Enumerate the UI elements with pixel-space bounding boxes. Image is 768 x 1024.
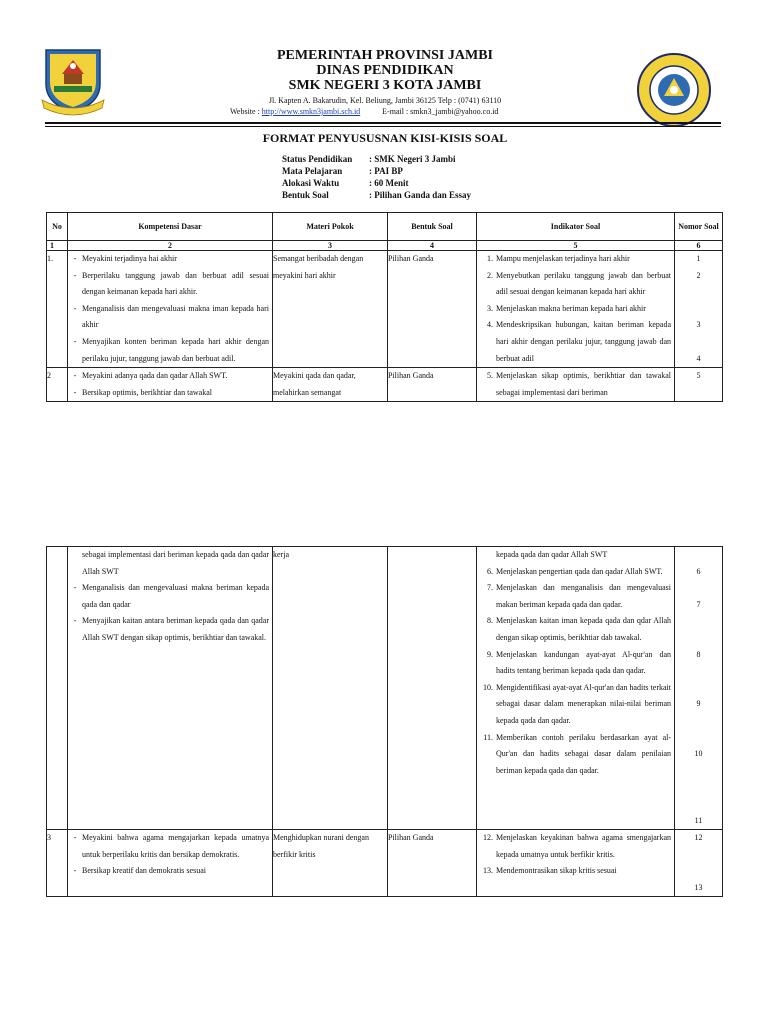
indikator-item <box>477 251 674 268</box>
table-row <box>47 368 723 402</box>
indikator-text: Menjelaskan sikap optimis, berikhtiar dan tawakal sebagai implementasi dari beriman <box>496 371 671 397</box>
email-text: E-mail : smkn3_jambi@yahoo.co.id <box>382 107 499 116</box>
kd-spacer <box>68 547 82 580</box>
nomor-soal <box>675 613 722 630</box>
row-number: 2 <box>47 368 68 402</box>
nomor-soal <box>675 630 722 647</box>
nomor-soal-cell <box>675 368 723 402</box>
website-link[interactable]: http://www.smkn3jambi.sch.id <box>261 107 361 116</box>
meta-key: Bentuk Soal <box>282 190 329 200</box>
header-no: No <box>47 213 68 241</box>
jambi-province-emblem-icon <box>40 46 106 116</box>
indikator-number: 12. <box>483 833 493 843</box>
kd-dash: - <box>73 387 77 397</box>
kd-text: sebagai implementasi dari beriman kepada qada dan qadar Allah SWT <box>82 550 269 576</box>
column-number: 6 <box>675 241 723 251</box>
kd-item <box>68 268 272 301</box>
header-rule-thick <box>45 122 721 124</box>
indikator-soal-cell <box>477 830 675 897</box>
bentuk-soal-cell: Pilihan Ganda <box>388 368 477 402</box>
column-number-row <box>47 241 723 251</box>
meta-row <box>282 177 471 189</box>
nomor-soal <box>675 663 722 680</box>
nomor-soal <box>675 779 722 796</box>
header-address: Jl. Kapten A. Bakarudin, Kel. Beliung, Jambi 36125 Telp : (0741) 63110 <box>268 96 502 105</box>
kd-text: Bersikap kreatif dan demokratis sesuai <box>82 866 206 876</box>
column-number: 3 <box>273 241 388 251</box>
bentuk-soal-cell <box>388 547 477 830</box>
indikator-number: 13. <box>483 866 493 876</box>
nomor-soal <box>675 580 722 597</box>
row-number: 1. <box>47 251 68 368</box>
nomor-soal-cell <box>675 251 723 368</box>
kd-dash: - <box>73 336 77 346</box>
indikator-text: Menjelaskan kaitan iman kepada qada dan qdar Allah dengan sikap optimis, berikhtiar dab tawakal. <box>496 616 671 642</box>
nomor-soal <box>675 796 722 813</box>
nomor-soal <box>675 301 722 318</box>
meta-value: : PAI BP <box>369 166 403 176</box>
header-department: DINAS PENDIDIKAN <box>316 63 454 78</box>
header-kompetensi-dasar: Kompetensi Dasar <box>68 213 273 241</box>
kd-text: Menyajikan kaitan antara beriman kepada qada dan qadar Allah SWT dengan sikap optimis, berikhtiar dan tawakal. <box>82 616 269 642</box>
indikator-number: 10. <box>483 682 493 692</box>
document-meta <box>282 153 471 201</box>
header-materi-pokok: Materi Pokok <box>273 213 388 241</box>
kd-text: Meyakini terjadinya hai akhir <box>82 254 177 263</box>
indikator-number: 6. <box>487 566 493 576</box>
kd-text: Bersikap optimis, berikhtiar dan tawakal <box>82 387 212 397</box>
nomor-soal: 13 <box>694 882 703 892</box>
materi-pokok-cell: kerja <box>273 547 388 830</box>
indikator-item <box>477 647 674 680</box>
indikator-text: Menjelaskan keyakinan bahwa agama smengajarkan kepada umatnya untuk berfikir kritis. <box>496 833 671 859</box>
materi-pokok-cell: Menghidupkan nurani dengan berfikir kritis <box>273 830 388 897</box>
kd-text: Menyajikan konten beriman kepada hari akhir dengan perilaku jujur, tanggung jawab dan berbuat adil. <box>82 336 269 363</box>
nomor-soal: 5 <box>696 371 701 381</box>
table-row <box>47 830 723 897</box>
indikator-number: 1. <box>487 254 493 263</box>
indikator-text: Mampu menjelaskan terjadinya hari akhir <box>496 254 630 263</box>
kd-item <box>68 863 272 880</box>
table-header-row <box>47 213 723 241</box>
indikator-item <box>477 680 674 730</box>
indikator-spacer <box>477 547 496 564</box>
indikator-item <box>477 830 674 863</box>
header-bentuk-soal: Bentuk Soal <box>388 213 477 241</box>
nomor-soal: 2 <box>696 270 701 280</box>
header-indikator-soal: Indikator Soal <box>477 213 675 241</box>
meta-value: : SMK Negeri 3 Jambi <box>369 154 456 164</box>
nomor-soal <box>675 713 722 730</box>
header-province: PEMERINTAH PROVINSI JAMBI <box>277 48 493 63</box>
meta-row <box>282 153 471 165</box>
nomor-soal <box>675 680 722 697</box>
column-number: 1 <box>47 241 68 251</box>
nomor-soal: 12 <box>694 833 703 843</box>
kompetensi-dasar-cell <box>68 251 273 368</box>
indikator-number: 3. <box>487 303 493 313</box>
kd-text: Menganalisis dan mengevaluasi makna iman kepada hari akhir <box>82 303 269 330</box>
indikator-soal-cell <box>477 547 675 830</box>
indikator-soal-cell <box>477 251 675 368</box>
column-number: 2 <box>68 241 273 251</box>
kisi-table-part-2 <box>46 546 723 897</box>
kd-item <box>68 385 272 402</box>
indikator-continuation <box>477 547 674 564</box>
indikator-text: Memberikan contoh perilaku berdasarkan ayat al-Qur'an dan hadits sebagai dasar dalam penilaian beriman kepada qada dan qadar. <box>496 732 671 775</box>
meta-key: Mata Pelajaran <box>282 166 343 176</box>
school-seal-icon <box>636 52 712 128</box>
indikator-number: 11. <box>483 732 493 742</box>
kd-dash: - <box>73 303 77 313</box>
indikator-text: Menjelaskan kandungan ayat-ayat Al-qur'an dan hadits tentang beriman kepada qada dan qadar. <box>496 649 671 676</box>
indikator-number: 8. <box>487 616 493 626</box>
nomor-soal: 1 <box>696 254 701 263</box>
bentuk-soal-cell: Pilihan Ganda <box>388 830 477 897</box>
kd-item <box>68 580 272 613</box>
kd-dash: - <box>73 583 77 593</box>
website-label: Website : <box>230 107 262 116</box>
meta-key: Status Pendidikan <box>282 154 353 164</box>
indikator-number: 5. <box>487 371 493 381</box>
kd-text: Berperilaku tanggung jawab dan berbuat adil sesuai dengan keimanan kepada hari akhir. <box>82 270 269 297</box>
kompetensi-dasar-cell <box>68 830 273 897</box>
nomor-soal: 7 <box>696 599 701 609</box>
kd-continuation <box>68 547 272 580</box>
nomor-soal: 6 <box>696 566 701 576</box>
indikator-text: Menjelaskan makna beriman kepada hari akhir <box>496 303 646 313</box>
indikator-item <box>477 317 674 367</box>
indikator-item <box>477 863 674 880</box>
nomor-soal: 10 <box>694 749 703 759</box>
nomor-soal <box>675 847 722 864</box>
kd-text: Meyakini bahwa agama mengajarkan kepada umatnya untuk berperilaku kritis dan bersikap demokratis. <box>82 833 269 859</box>
indikator-number: 2. <box>487 270 493 280</box>
nomor-soal <box>675 730 722 747</box>
kd-item <box>68 830 272 863</box>
meta-row <box>282 189 471 201</box>
indikator-text: Mendemontrasikan sikap kritis sesuai <box>496 866 617 876</box>
table-row <box>47 547 723 830</box>
nomor-soal: 4 <box>696 353 701 363</box>
kisi-table-part-1 <box>46 212 723 402</box>
nomor-soal: 11 <box>694 815 703 825</box>
column-number: 5 <box>477 241 675 251</box>
indikator-number: 9. <box>487 649 493 659</box>
nomor-soal: 9 <box>696 699 701 709</box>
kd-dash: - <box>73 254 77 263</box>
nomor-soal: 3 <box>696 320 701 330</box>
document-title: FORMAT PENYUSUSNAN KISI-KISIS SOAL <box>262 131 508 145</box>
kompetensi-dasar-cell <box>68 368 273 402</box>
kd-dash: - <box>73 833 77 843</box>
nomor-soal <box>675 547 722 564</box>
indikator-item <box>477 580 674 613</box>
table-row <box>47 251 723 368</box>
kd-item <box>68 368 272 385</box>
indikator-item <box>477 268 674 301</box>
indikator-text: Menjelaskan pengertian qada dan qadar Allah SWT. <box>496 566 663 576</box>
indikator-item <box>477 368 674 401</box>
kd-item <box>68 301 272 334</box>
nomor-soal <box>675 284 722 301</box>
kd-text: Meyakini adanya qada dan qadar Allah SWT. <box>82 371 228 381</box>
indikator-item <box>477 613 674 646</box>
indikator-item <box>477 564 674 581</box>
header-nomor-soal: Nomor Soal <box>675 213 723 241</box>
row-number: 3 <box>47 830 68 897</box>
header-school: SMK NEGERI 3 KOTA JAMBI <box>288 78 482 93</box>
kd-item <box>68 334 272 367</box>
nomor-soal <box>675 334 722 351</box>
meta-value: : 60 Menit <box>369 178 409 188</box>
indikator-number: 7. <box>487 583 493 593</box>
indikator-text: Menjelaskan dan menganalisis dan mengevaluasi makan beriman kepada qada dan qadar. <box>496 583 671 609</box>
meta-value: : Pilihan Ganda dan Essay <box>369 190 472 200</box>
nomor-soal: 8 <box>696 649 701 659</box>
indikator-soal-cell <box>477 368 675 402</box>
indikator-text: Mendeskripsikan hubungan, kaitan beriman kepada hari akhir dengan perilaku jujur, tanggung jawab dan berbuat adil <box>496 320 671 363</box>
nomor-soal <box>675 763 722 780</box>
indikator-number: 4. <box>487 320 493 330</box>
indikator-item <box>477 301 674 318</box>
kd-dash: - <box>73 270 77 280</box>
column-number: 4 <box>388 241 477 251</box>
kd-dash: - <box>73 371 77 381</box>
indikator-text: kepada qada dan qadar Allah SWT <box>496 550 608 559</box>
nomor-soal <box>675 863 722 880</box>
kd-dash: - <box>73 866 77 876</box>
row-number <box>47 547 68 830</box>
kd-dash: - <box>73 616 77 626</box>
kd-item <box>68 251 272 268</box>
meta-key: Alokasi Waktu <box>282 178 340 188</box>
indikator-text: Menyebutkan perilaku tanggung jawab dan berbuat adil sesuai dengan keimanan kepada hari akhir <box>496 270 671 297</box>
meta-row <box>282 165 471 177</box>
materi-pokok-cell: Semangat beribadah dengan meyakini hari akhir <box>273 251 388 368</box>
header-contact <box>230 107 498 116</box>
kd-text: Menganalisis dan mengevaluasi makna beriman kepada qada dan qadar <box>82 583 269 609</box>
header-rule-thin <box>45 126 721 127</box>
bentuk-soal-cell: Pilihan Ganda <box>388 251 477 368</box>
materi-pokok-cell: Meyakini qada dan qadar, melahirkan semangat <box>273 368 388 402</box>
nomor-soal-cell <box>675 547 723 830</box>
kompetensi-dasar-cell <box>68 547 273 830</box>
nomor-soal-cell <box>675 830 723 897</box>
kd-item <box>68 613 272 646</box>
indikator-item <box>477 730 674 780</box>
indikator-text: Mengidentifikasi ayat-ayat Al-qur'an dan hadits terkait sebagai dasar dalam menerapkan nilai-nilai beriman kepada qada dan qadar. <box>496 682 671 725</box>
